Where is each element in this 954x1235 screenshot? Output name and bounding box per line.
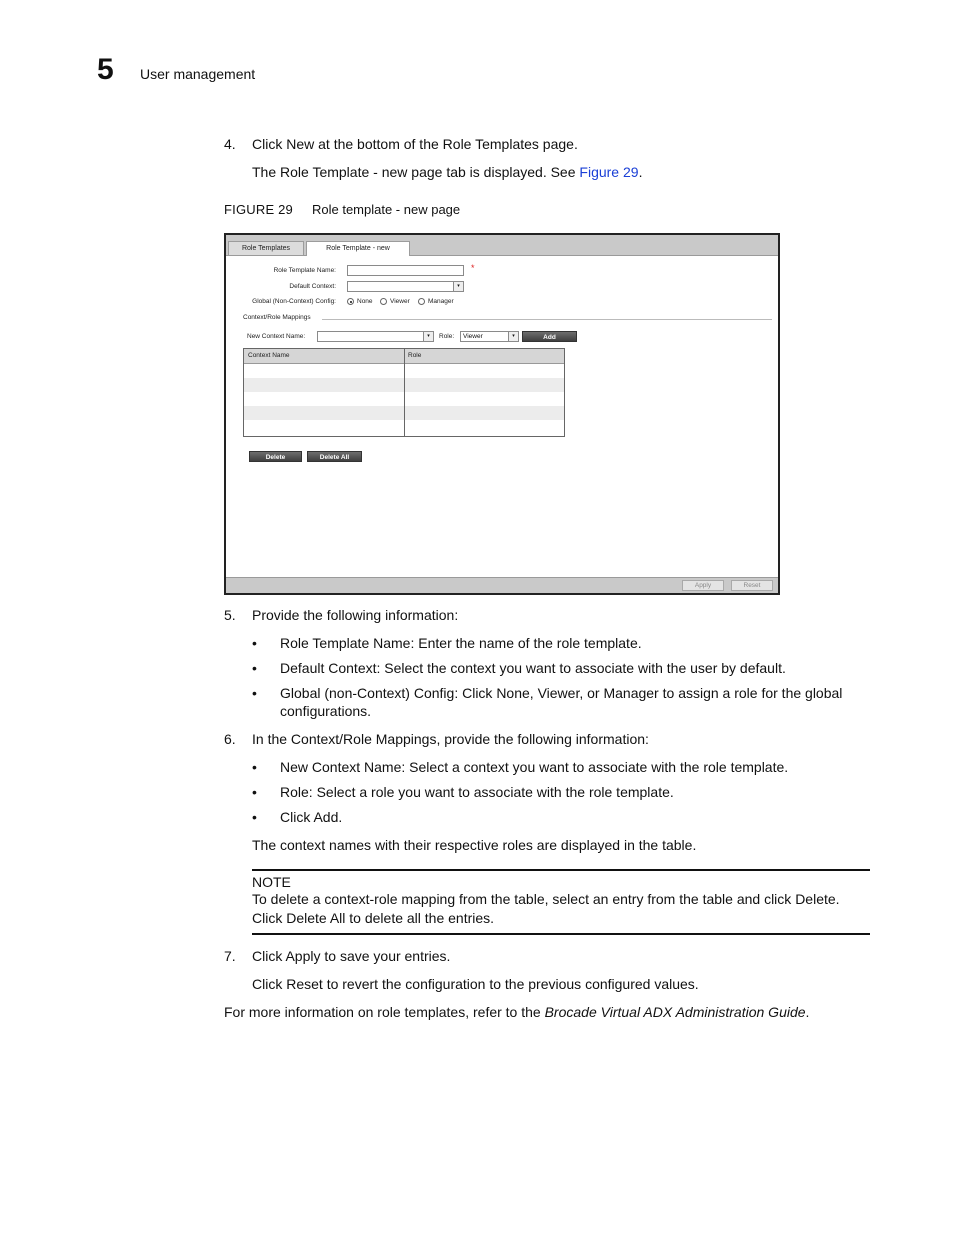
step-text xyxy=(252,730,649,748)
step-number: 6. xyxy=(224,731,236,747)
radio-viewer-label: Viewer xyxy=(390,298,410,305)
step-subtext xyxy=(252,975,699,993)
figure-label: FIGURE 29 xyxy=(224,202,293,217)
ui-term: Role Templates xyxy=(442,136,539,152)
footer-bar xyxy=(226,577,778,593)
figure-title-rest: page xyxy=(427,202,461,217)
delete-all-button[interactable]: Delete All xyxy=(307,451,362,462)
tab-role-templates[interactable]: Role Templates xyxy=(228,241,304,255)
step-text xyxy=(252,947,450,965)
text: . xyxy=(805,1004,810,1020)
ui-term: Role Template Name xyxy=(280,635,411,651)
bullet-line xyxy=(280,684,872,702)
step-number: 5. xyxy=(224,607,236,623)
text: To delete a context-role mapping from the table, select an entry from the table and click xyxy=(252,891,796,907)
list-item xyxy=(252,758,872,776)
radio-viewer[interactable] xyxy=(380,298,387,305)
chevron-down-icon: ▾ xyxy=(508,332,518,341)
role-select-value: Viewer xyxy=(463,333,483,340)
radio-none[interactable] xyxy=(347,298,354,305)
delete-button[interactable]: Delete xyxy=(249,451,302,462)
ui-term: Manager xyxy=(603,685,659,701)
reset-button[interactable]: Reset xyxy=(731,580,773,591)
role-template-name-label: Role Template Name: xyxy=(273,267,336,274)
section-divider xyxy=(322,319,772,320)
text: . xyxy=(338,809,343,825)
text: : Select a context you want to associate with the role template. xyxy=(401,759,789,775)
bullet: • xyxy=(252,784,257,800)
ui-term: Global (non-Context) Config xyxy=(280,685,455,701)
text: : Select a role you want to associate with the role template. xyxy=(308,784,674,800)
bullet: • xyxy=(252,660,257,676)
default-context-select[interactable] xyxy=(347,281,464,292)
ui-term: Viewer xyxy=(537,685,580,701)
bullet-line: configurations. xyxy=(280,703,372,719)
ui-term: New Context Name xyxy=(280,759,402,775)
text: The xyxy=(252,164,281,180)
text: Click xyxy=(252,910,287,926)
guide-title: Brocade Virtual ADX Administration Guide xyxy=(544,1004,806,1020)
text: . xyxy=(638,164,643,180)
ui-term: Reset xyxy=(286,976,323,992)
figure-caption xyxy=(224,202,460,217)
ui-term: None xyxy=(496,685,530,701)
ui-term: Role Template - new xyxy=(280,164,408,180)
step-subtext xyxy=(252,163,642,181)
chevron-down-icon: ▾ xyxy=(423,332,433,341)
column-divider xyxy=(404,349,405,436)
note-line xyxy=(252,890,840,908)
default-context-label: Default Context: xyxy=(289,283,336,290)
ui-term: Default Context xyxy=(280,660,377,676)
figure-link[interactable]: Figure 29 xyxy=(579,164,639,180)
role-select[interactable] xyxy=(460,331,519,342)
list-item xyxy=(252,659,872,677)
ui-term: Role xyxy=(280,784,309,800)
note-bottom-rule xyxy=(252,933,870,935)
text: , xyxy=(529,685,538,701)
step-text xyxy=(252,135,578,153)
list-item xyxy=(252,808,872,826)
list-item xyxy=(252,783,872,801)
text: : Enter the name of the role template. xyxy=(410,635,642,651)
radio-manager[interactable] xyxy=(418,298,425,305)
required-mark: * xyxy=(471,263,475,273)
step-number: 7. xyxy=(224,948,236,964)
text: : Select the context you want to associate with the user by default. xyxy=(376,660,786,676)
text: Click xyxy=(252,136,287,152)
mappings-section-title: Context/Role Mappings xyxy=(243,314,311,321)
chapter-number: 5 xyxy=(97,53,114,86)
note-title: NOTE xyxy=(252,874,291,890)
new-context-name-label: New Context Name: xyxy=(247,333,306,340)
new-context-name-select[interactable] xyxy=(317,331,434,342)
text: to revert the configuration to the previous configured values. xyxy=(322,976,699,992)
ui-term: Add xyxy=(313,809,339,825)
figure-title: Role template - new xyxy=(311,202,428,217)
text: to save your entries. xyxy=(320,948,451,964)
column-header-context-name: Context Name xyxy=(248,352,290,359)
text: Click xyxy=(280,809,314,825)
step-number: 4. xyxy=(224,136,236,152)
chevron-down-icon: ▾ xyxy=(453,282,463,291)
bullet: • xyxy=(252,759,257,775)
ui-term: Delete xyxy=(795,891,836,907)
radio-manager-label: Manager xyxy=(428,298,454,305)
text: , provide the following information: xyxy=(436,731,649,747)
text: to assign a role for the global xyxy=(658,685,843,701)
bullet: • xyxy=(252,635,257,651)
list-item xyxy=(252,634,872,652)
role-label: Role: xyxy=(439,333,455,340)
role-template-screenshot xyxy=(224,233,780,595)
radio-none-label: None xyxy=(357,298,373,305)
text: For more information on role templates, refer to the xyxy=(224,1004,545,1020)
ui-term: Delete All xyxy=(286,910,346,926)
step-text: Provide the following information: xyxy=(252,607,459,623)
text: to delete all the entries. xyxy=(345,910,495,926)
apply-button[interactable]: Apply xyxy=(682,580,724,591)
mappings-table xyxy=(243,348,565,437)
chapter-title: User management xyxy=(140,66,256,82)
column-header-role: Role xyxy=(408,352,422,359)
ui-term: Apply xyxy=(285,948,321,964)
step-result-text: The context names with their respective roles are displayed in the table. xyxy=(252,837,697,853)
bullet: • xyxy=(252,685,257,701)
ui-term: New xyxy=(286,136,315,152)
text: Click xyxy=(252,948,286,964)
tab-role-template-new[interactable]: Role Template - new xyxy=(306,241,410,256)
bullet: • xyxy=(252,809,257,825)
closing-paragraph xyxy=(224,1003,809,1021)
text: : Click xyxy=(454,685,497,701)
note-line xyxy=(252,909,494,927)
tab-bar xyxy=(226,235,778,256)
text: page tab is displayed. See xyxy=(407,164,580,180)
text: at the bottom of the xyxy=(314,136,443,152)
text: page. xyxy=(538,136,578,152)
text: . xyxy=(835,891,840,907)
ui-term: Context/Role Mappings xyxy=(290,731,437,747)
text: , or xyxy=(579,685,604,701)
add-button[interactable]: Add xyxy=(522,331,577,342)
text: Click xyxy=(252,976,287,992)
role-template-name-input[interactable] xyxy=(347,265,464,276)
note-top-rule xyxy=(252,869,870,871)
global-config-label: Global (Non-Context) Config: xyxy=(252,298,336,305)
text: In the xyxy=(252,731,291,747)
list-item xyxy=(252,684,872,720)
